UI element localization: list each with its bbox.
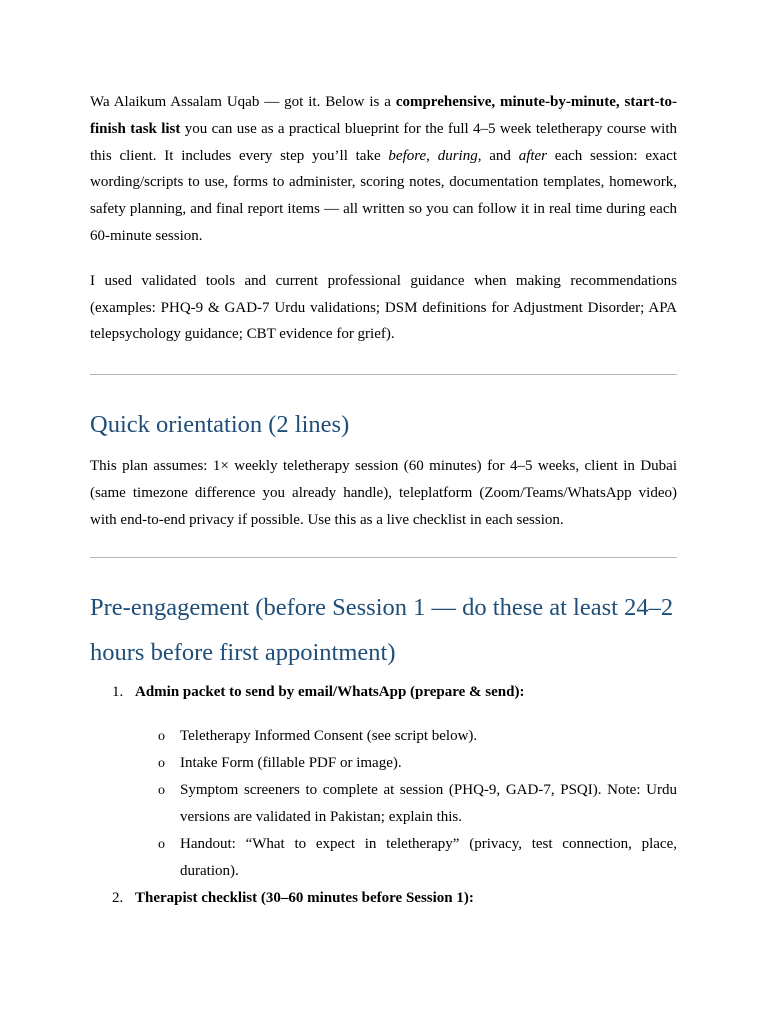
document-page xyxy=(90,89,677,912)
therapist-checklist-label: Therapist checklist (30–60 minutes before Session 1): xyxy=(135,890,474,907)
sources-paragraph: I used validated tools and current professional guidance when making recommendations (examples: PHQ-9 & GAD-7 Urdu validations; DSM definitions for Adjustment Disorder; APA telepsychology guidance; CBT evidence for grief). xyxy=(90,272,677,343)
bullet-icon: o xyxy=(158,729,165,745)
list-item xyxy=(90,679,677,886)
intro-text-b: you can use as a practical blueprint for the full 4–5 week teletherapy course with this client. It includes every step you’ll take xyxy=(90,120,678,164)
sublist-item xyxy=(90,723,677,750)
intro-after: after xyxy=(518,147,548,164)
bullet-icon: o xyxy=(158,783,165,799)
pre-engagement-list xyxy=(90,679,677,913)
bullet-icon: o xyxy=(158,756,165,772)
sublist-item-text: Teletherapy Informed Consent (see script below). xyxy=(180,728,478,745)
sublist-item-text: Handout: “What to expect in teletherapy” (privacy, test connection, place, duration). xyxy=(180,836,677,880)
intro-and: , and xyxy=(477,147,519,164)
sublist-item-text: Symptom screeners to complete at session (PHQ-9, GAD-7, PSQI). Note: Urdu versions are validated in Pakistan; explain this. xyxy=(180,782,677,826)
intro-text-c: each session: exact wording/scripts to use, forms to administer, scoring notes, documentation templates, homework, safety planning, and final report items — all written so you can follow it in real time during each 60-minute session. xyxy=(90,147,677,244)
intro-comma: , xyxy=(426,147,438,164)
bullet-icon: o xyxy=(158,837,165,853)
sublist-item-text: Intake Form (fillable PDF or image). xyxy=(180,755,402,772)
orientation-paragraph: This plan assumes: 1× weekly teletherapy session (60 minutes) for 4–5 weeks, client in Dubai (same timezone difference you already handle), teleplatform (Zoom/Teams/WhatsApp video) with end-to-end privacy if possible. Use this as a live checklist in each session. xyxy=(90,458,677,528)
divider xyxy=(90,374,677,375)
intro-bold-phrase: comprehensive, minute-by-minute, start-to-finish task list xyxy=(90,94,677,137)
sublist-item xyxy=(90,831,677,885)
list-item xyxy=(90,885,677,912)
intro-before: before xyxy=(388,147,427,164)
intro-during: during xyxy=(437,147,478,164)
sublist-item xyxy=(90,750,677,777)
intro-text-a: Wa Alaikum Assalam Uqab — got it. Below is a xyxy=(90,94,396,110)
list-number: 1. xyxy=(112,683,124,700)
list-number: 2. xyxy=(112,890,124,907)
intro-paragraph xyxy=(90,89,677,250)
divider xyxy=(90,557,677,558)
admin-packet-label: Admin packet to send by email/WhatsApp (prepare & send): xyxy=(135,683,525,700)
admin-packet-sublist xyxy=(90,723,677,885)
orientation-heading: Quick orientation (2 lines) xyxy=(90,411,350,439)
pre-engagement-heading: Pre-engagement (before Session 1 — do these at least 24–2 hours before first appointment) xyxy=(90,593,674,666)
sublist-item xyxy=(90,777,677,831)
